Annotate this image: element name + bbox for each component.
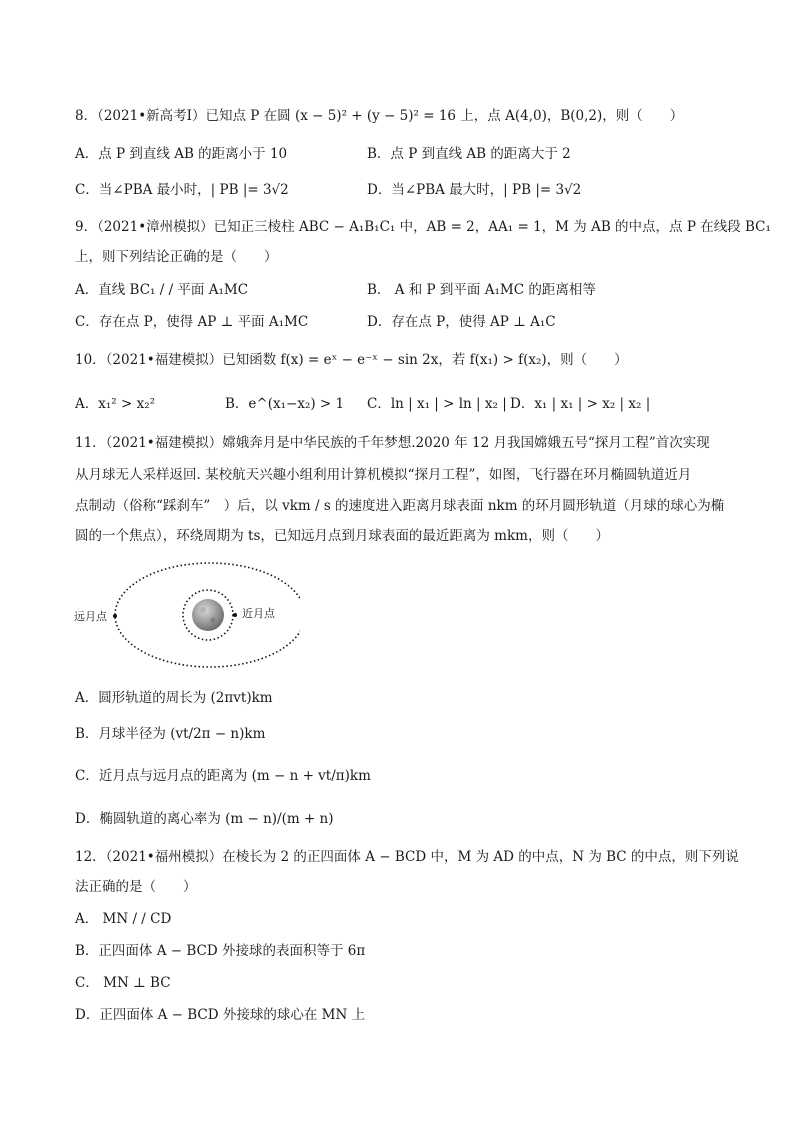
q11-stem-line1: 11．（2021•福建模拟）嫦娥奔月是中华民族的千年梦想.2020 年 12 月我国嫦娥五号“探月工程”首次实现 [75,435,710,451]
q8-option-c: C．当∠PBA 最小时，| PB |= 3√2 [75,182,289,198]
q12-option-b: B．正四面体 A − BCD 外接球的表面积等于 6π [75,943,366,959]
q10-option-a: A．x₁² > x₂² [75,396,156,412]
q8-option-b: B．点 P 到直线 AB 的距离大于 2 [367,146,571,162]
q12-option-c: C． MN ⊥ BC [75,975,171,991]
q9-stem-line2: 上，则下列结论正确的是（ ） [75,249,278,265]
far-point-dot [113,614,117,618]
q8-stem: 8．（2021•新高考Ⅰ）已知点 P 在圆 (x − 5)² + (y − 5)² = 16 上，点 A(4,0)，B(0,2)，则（ ） [75,108,684,124]
q12-stem-line1: 12．（2021•福州模拟）在棱长为 2 的正四面体 A − BCD 中，M 为 AD 的中点，N 为 BC 的中点，则下列说 [75,849,739,865]
q10-option-c: C．ln | x₁ | > ln | x₂ | [367,396,507,412]
q11-stem-line4: 圆的一个焦点），环绕周期为 ts，已知远月点到月球表面的最近距离为 mkm，则（ ） [75,528,609,544]
q12-option-a: A． MN / / CD [75,911,172,927]
q8-option-a: A．点 P 到直线 AB 的距离小于 10 [75,146,288,162]
near-point-label: 近月点 [242,607,275,620]
q12-option-d: D．正四面体 A − BCD 外接球的球心在 MN 上 [75,1007,366,1023]
q10-option-b: B．e^(x₁−x₂) > 1 [225,396,345,412]
q11-stem-line3: 点制动（俗称“踩刹车” ）后，以 vkm / s 的速度进入距离月球表面 nkm 的环月圆形轨道（月球的球心为椭 [75,498,725,514]
q11-option-a: A．圆形轨道的周长为 (2πvt)km [75,690,273,706]
orbit-diagram [70,560,300,680]
q9-option-d: D．存在点 P，使得 AP ⊥ A₁C [367,314,556,330]
q8-option-d: D．当∠PBA 最大时，| PB |= 3√2 [367,182,582,198]
q12-stem-line2: 法正确的是（ ） [75,879,197,895]
q11-option-d: D．椭圆轨道的离心率为 (m − n)/(m + n) [75,811,334,827]
moon-icon [192,599,224,631]
q10-option-d: D．x₁ | x₁ | > x₂ | x₂ | [510,396,651,412]
far-point-label: 远月点 [74,610,107,623]
moon-crater [200,607,206,613]
q9-option-c: C．存在点 P，使得 AP ⊥ 平面 A₁MC [75,314,309,330]
q11-option-c: C．近月点与远月点的距离为 (m − n + vt/π)km [75,768,371,784]
q9-option-a: A．直线 BC₁ / / 平面 A₁MC [75,282,249,298]
q11-stem-line2: 从月球无人采样返回. 某校航天兴趣小组利用计算机模拟“探月工程”，如图，飞行器在环月椭圆轨道近月 [75,467,692,483]
q11-option-b: B．月球半径为 (vt/2π − n)km [75,726,266,742]
moon-crater [211,618,216,623]
q9-stem-line1: 9．（2021•漳州模拟）已知正三棱柱 ABC − A₁B₁C₁ 中，AB = 2，AA₁ = 1，M 为 AB 的中点，点 P 在线段 BC₁ [75,219,771,235]
q9-option-b: B． A 和 P 到平面 A₁MC 的距离相等 [367,282,596,298]
q10-stem: 10．（2021•福建模拟）已知函数 f(x) = eˣ − e⁻ˣ − sin 2x，若 f(x₁) > f(x₂)，则（ ） [75,352,628,368]
near-point-dot [233,613,237,617]
